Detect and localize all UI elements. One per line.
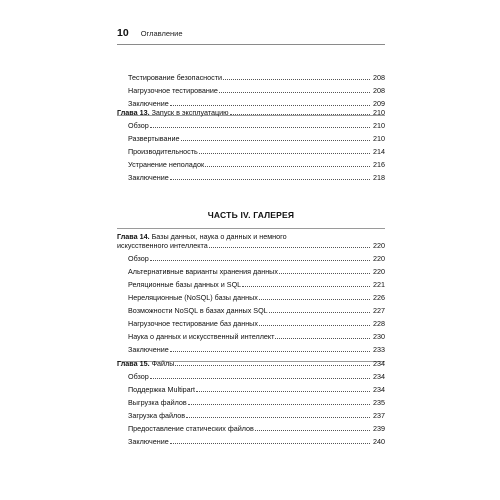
chapter-title-line-1: [117, 232, 385, 241]
toc-entry-page: 227: [373, 306, 385, 315]
toc-entry-label: Обзор: [128, 372, 149, 381]
toc-entry[interactable]: [117, 160, 385, 169]
toc-entry[interactable]: [117, 73, 385, 82]
toc-entry-label: Альтернативные варианты хранения данных: [128, 267, 278, 276]
toc-entry[interactable]: [117, 411, 385, 420]
chapter-heading[interactable]: [117, 359, 385, 368]
chapter-name: Запуск в эксплуатацию: [151, 108, 229, 117]
dot-leader: [170, 351, 370, 352]
page-number: 10: [117, 27, 129, 39]
toc-entry-page: 210: [373, 121, 385, 130]
chapter-heading[interactable]: [117, 232, 385, 250]
chapter-name-cont: искусственного интеллекта: [117, 241, 208, 250]
toc-entry-page: 239: [373, 424, 385, 433]
toc-entry-page: 234: [373, 372, 385, 381]
chapter-15: [117, 359, 385, 446]
toc-entry-page: 233: [373, 345, 385, 354]
toc-entry-label: Наука о данных и искусственный интеллект: [128, 332, 275, 341]
toc-entry[interactable]: [117, 173, 385, 182]
dot-leader: [230, 114, 370, 115]
toc-entry-label: Тестирование безопасности: [128, 73, 223, 82]
toc-entry-page: 228: [373, 319, 385, 328]
toc-entry-page: 220: [373, 267, 385, 276]
toc-entry[interactable]: [117, 372, 385, 381]
chapter-name: Базы данных, наука о данных и немного: [151, 232, 287, 241]
running-title: Оглавление: [140, 29, 183, 38]
toc-entry-page: 221: [373, 280, 385, 289]
dot-leader: [150, 378, 370, 379]
chapter-number: Глава 15.: [117, 359, 150, 368]
toc-entry[interactable]: [117, 332, 385, 341]
dot-leader: [275, 338, 370, 339]
toc-entry-label: Производительность: [128, 147, 198, 156]
toc-entry[interactable]: [117, 385, 385, 394]
dot-leader: [175, 365, 370, 366]
dot-leader: [186, 417, 370, 418]
toc-entry-label: Нереляционные (NoSQL) базы данных: [128, 293, 258, 302]
chapter-number: Глава 14.: [117, 232, 150, 241]
toc-entry-label: Реляционные базы данных и SQL: [128, 280, 242, 289]
toc-entry-label: Поддержка Multipart: [128, 385, 196, 394]
dot-leader: [170, 443, 370, 444]
chapter-title-line-2: [117, 241, 385, 250]
chapter-page: 220: [373, 241, 385, 250]
dot-leader: [199, 153, 370, 154]
toc-entry[interactable]: [117, 86, 385, 95]
chapter-page: 210: [373, 108, 385, 117]
dot-leader: [170, 179, 370, 180]
dot-leader: [223, 79, 370, 80]
chapter-name: Файлы: [151, 359, 175, 368]
toc-entry[interactable]: [117, 134, 385, 143]
dot-leader: [188, 404, 370, 405]
dot-leader: [205, 166, 370, 167]
toc-entry-label: Предоставление статических файлов: [128, 424, 254, 433]
toc-entry-page: 208: [373, 86, 385, 95]
toc-entry-label: Развертывание: [128, 134, 180, 143]
toc-entry-label: Заключение: [128, 345, 169, 354]
toc-entry-page: 220: [373, 254, 385, 263]
toc-entry[interactable]: [117, 99, 385, 108]
toc-entry[interactable]: [117, 280, 385, 289]
section-rule: [117, 228, 385, 229]
toc-entry[interactable]: [117, 293, 385, 302]
toc-entry[interactable]: [117, 437, 385, 446]
dot-leader: [219, 92, 370, 93]
chapter-14: [117, 228, 385, 362]
toc-entry-page: 214: [373, 147, 385, 156]
toc-entry-page: 210: [373, 134, 385, 143]
toc-entry-label: Выгрузка файлов: [128, 398, 187, 407]
chapter-heading[interactable]: [117, 108, 385, 117]
toc-entry-page: 237: [373, 411, 385, 420]
toc-entry[interactable]: [117, 254, 385, 263]
toc-entry[interactable]: [117, 267, 385, 276]
dot-leader: [279, 273, 370, 274]
toc-entry-label: Заключение: [128, 173, 169, 182]
toc-entry-page: 218: [373, 173, 385, 182]
toc-entry-page: 234: [373, 385, 385, 394]
toc-entry-page: 216: [373, 160, 385, 169]
toc-entry-label: Нагрузочное тестирование баз данных: [128, 319, 258, 328]
toc-entry-page: 208: [373, 73, 385, 82]
dot-leader: [259, 325, 370, 326]
toc-entry-label: Устранение неполадок: [128, 160, 205, 169]
toc-entry-page: 230: [373, 332, 385, 341]
toc-entry[interactable]: [117, 319, 385, 328]
chapter-13: [117, 108, 385, 182]
toc-entry-label: Загрузка файлов: [128, 411, 186, 420]
part-title: ЧАСТЬ IV. ГАЛЕРЕЯ: [207, 210, 295, 220]
toc-entry[interactable]: [117, 345, 385, 354]
dot-leader: [170, 105, 370, 106]
toc-entry[interactable]: [117, 147, 385, 156]
chapter-title: [117, 108, 229, 117]
toc-entry-label: Нагрузочное тестирование: [128, 86, 218, 95]
running-header: [117, 27, 385, 45]
dot-leader: [209, 247, 370, 248]
dot-leader: [242, 286, 370, 287]
dot-leader: [150, 260, 370, 261]
toc-entry[interactable]: [117, 121, 385, 130]
toc-entry-label: Возможности NoSQL в базах данных SQL: [128, 306, 268, 315]
toc-entry-label: Обзор: [128, 121, 149, 130]
dot-leader: [150, 127, 370, 128]
toc-entry[interactable]: [117, 424, 385, 433]
dot-leader: [255, 430, 370, 431]
toc-entry-page: 209: [373, 99, 385, 108]
dot-leader: [269, 312, 370, 313]
chapter-number: Глава 13.: [117, 108, 150, 117]
toc-entry[interactable]: [117, 306, 385, 315]
toc-entry-page: 235: [373, 398, 385, 407]
toc-entry-label: Обзор: [128, 254, 149, 263]
chapter-page: 234: [373, 359, 385, 368]
chapter-title: [117, 359, 174, 368]
dot-leader: [259, 299, 370, 300]
dot-leader: [181, 140, 370, 141]
toc-entry-label: Заключение: [128, 99, 169, 108]
toc-entry-page: 240: [373, 437, 385, 446]
toc-entry[interactable]: [117, 398, 385, 407]
toc-entry-page: 226: [373, 293, 385, 302]
dot-leader: [196, 391, 370, 392]
toc-entry-label: Заключение: [128, 437, 169, 446]
